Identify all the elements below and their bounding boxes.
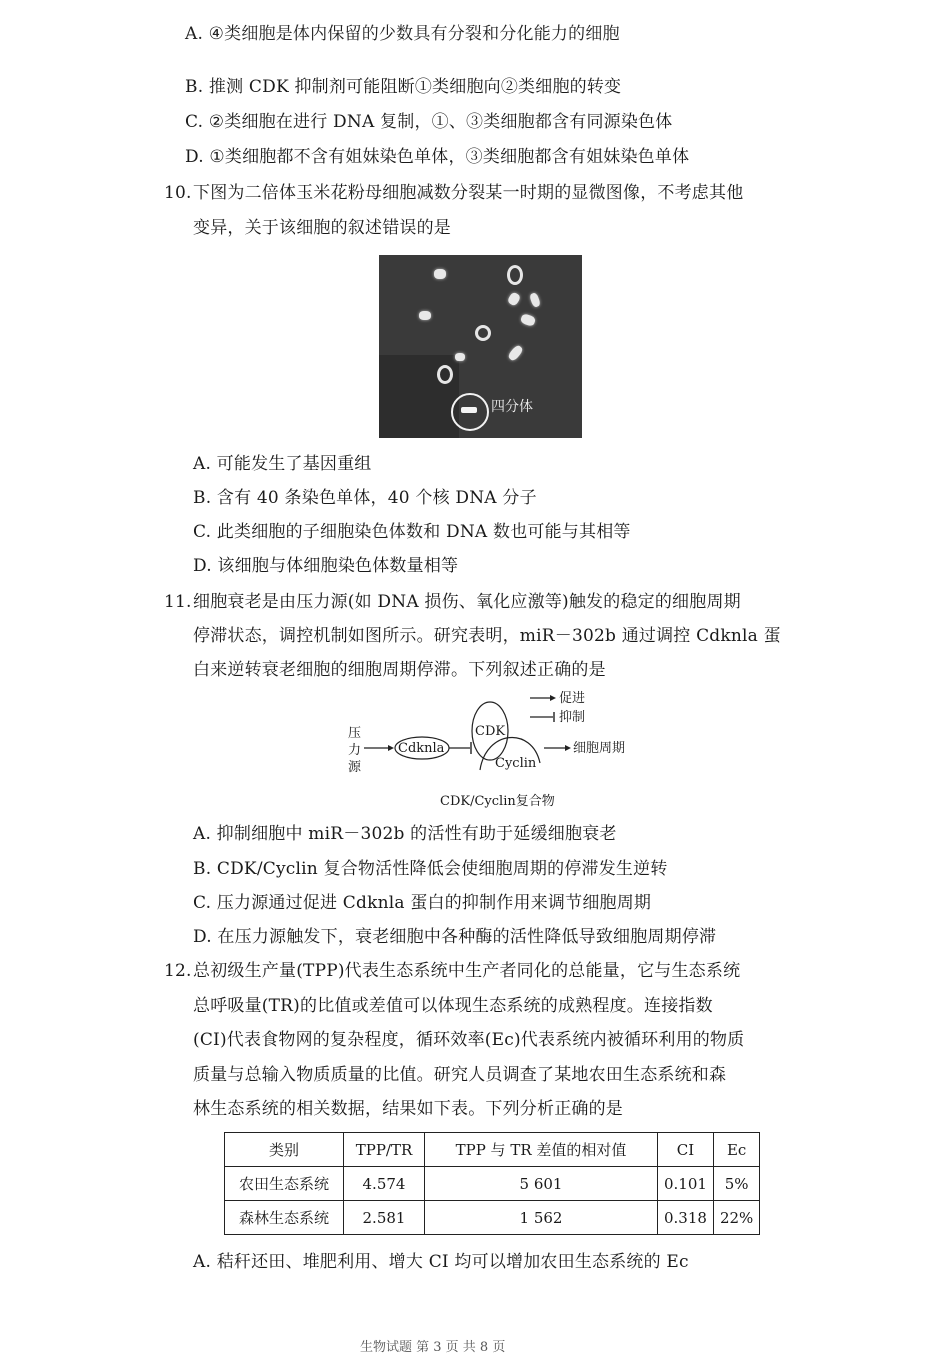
q11-stem-line-1: 细胞衰老是由压力源(如 DNA 损伤、氧化应激等)触发的稳定的细胞周期 — [193, 592, 741, 612]
table-cell: 22% — [713, 1201, 759, 1235]
chromosome — [507, 344, 524, 362]
node-cdknla: Cdknla — [398, 741, 445, 756]
q11-stem-line-3: 白来逆转衰老细胞的细胞周期停滞。下列叙述正确的是 — [193, 660, 606, 680]
chromosome — [507, 265, 523, 285]
chromosome — [455, 353, 465, 361]
q9-option-c: C. ②类细胞在进行 DNA 复制，①、③类细胞都含有同源染色体 — [185, 112, 673, 132]
table-header-cell: CI — [658, 1133, 714, 1167]
ecosystem-data-table — [224, 1132, 760, 1235]
q9-option-b: B. 推测 CDK 抑制剂可能阻断①类细胞向②类细胞的转变 — [185, 77, 622, 97]
table-cell: 0.318 — [658, 1201, 714, 1235]
chromosome — [437, 365, 453, 384]
q11-option-c: C. 压力源通过促进 Cdknla 蛋白的抑制作用来调节细胞周期 — [193, 893, 652, 913]
q11-option-b: B. CDK/Cyclin 复合物活性降低会使细胞周期的停滞发生逆转 — [193, 859, 668, 879]
table-cell: 4.574 — [344, 1167, 425, 1201]
q11-number: 11. — [164, 592, 192, 612]
table-cell: 农田生态系统 — [225, 1167, 344, 1201]
table-cell: 0.101 — [658, 1167, 714, 1201]
table-header-cell: TPP 与 TR 差值的相对值 — [425, 1133, 658, 1167]
chromosome — [434, 269, 446, 279]
cut-off-option-line: A. ④类细胞是体内保留的少数具有分裂和分化能力的细胞 — [185, 24, 620, 44]
q12-stem-line-2: 总呼吸量(TR)的比值或差值可以体现生态系统的成熟程度。连接指数 — [193, 996, 713, 1016]
q11-stem-line-2: 停滞状态，调控机制如图所示。研究表明，miR－302b 通过调控 Cdknla 蛋 — [193, 626, 781, 646]
q11-option-a: A. 抑制细胞中 miR－302b 的活性有助于延缓细胞衰老 — [193, 824, 617, 844]
node-cdk: CDK — [475, 724, 506, 739]
q10-option-a: A. 可能发生了基因重组 — [193, 454, 372, 474]
table-row — [225, 1201, 760, 1235]
q9-option-d: D. ①类细胞都不含有姐妹染色单体，③类细胞都含有姐妹染色单体 — [185, 147, 690, 167]
legend-inhibit: 抑制 — [559, 710, 586, 725]
chromosome — [520, 313, 537, 327]
chromosome — [529, 292, 541, 308]
q10-option-b: B. 含有 40 条染色单体，40 个核 DNA 分子 — [193, 488, 537, 508]
q12-stem-line-1: 总初级生产量(TPP)代表生态系统中生产者同化的总能量，它与生态系统 — [193, 961, 741, 981]
table-header-row — [225, 1133, 760, 1167]
node-cyclin: Cyclin — [495, 756, 537, 771]
source-char-1: 压 — [348, 726, 362, 741]
table-cell: 5% — [713, 1167, 759, 1201]
table-cell: 1 562 — [425, 1201, 658, 1235]
micrograph-image — [379, 255, 582, 438]
q10-option-c: C. 此类细胞的子细胞染色体数和 DNA 数也可能与其相等 — [193, 522, 631, 542]
diagram-caption: CDK/Cyclin复合物 — [440, 794, 555, 809]
regulation-diagram — [340, 688, 640, 808]
chromosome — [419, 311, 431, 320]
q12-stem-line-4: 质量与总输入物质质量的比值。研究人员调查了某地农田生态系统和森 — [193, 1065, 727, 1085]
q12-stem-line-3: (CI)代表食物网的复杂程度，循环效率(Ec)代表系统内被循环利用的物质 — [193, 1030, 745, 1050]
q11-option-d: D. 在压力源触发下，衰老细胞中各种酶的活性降低导致细胞周期停滞 — [193, 927, 717, 947]
table-header-cell: Ec — [713, 1133, 759, 1167]
legend-promote: 促进 — [559, 691, 586, 706]
q10-number: 10. — [164, 183, 192, 203]
table-header-cell: TPP/TR — [344, 1133, 425, 1167]
source-char-3: 源 — [348, 760, 362, 775]
table-cell: 2.581 — [344, 1201, 425, 1235]
q12-stem-line-5: 林生态系统的相关数据，结果如下表。下列分析正确的是 — [193, 1099, 623, 1119]
q10-stem-line-2: 变异，关于该细胞的叙述错误的是 — [193, 218, 451, 238]
footer-cut-off: 生物试题 第 3 页 共 8 页 — [360, 1340, 506, 1355]
q10-stem-line-1: 下图为二倍体玉米花粉母细胞减数分裂某一时期的显微图像，不考虑其他 — [193, 183, 744, 203]
node-cell-cycle: 细胞周期 — [573, 741, 626, 756]
table-cell: 森林生态系统 — [225, 1201, 344, 1235]
tetrad — [461, 407, 477, 413]
q10-option-d: D. 该细胞与体细胞染色体数量相等 — [193, 556, 459, 576]
source-char-2: 力 — [348, 743, 362, 758]
chromosome — [507, 291, 522, 306]
q12-option-a: A. 秸秆还田、堆肥利用、增大 CI 均可以增加农田生态系统的 Ec — [193, 1252, 689, 1272]
tetrad-label: 四分体 — [491, 399, 533, 415]
table-row — [225, 1167, 760, 1201]
table-cell: 5 601 — [425, 1167, 658, 1201]
q12-number: 12. — [164, 961, 192, 981]
chromosome — [475, 325, 491, 341]
table-header-cell: 类别 — [225, 1133, 344, 1167]
